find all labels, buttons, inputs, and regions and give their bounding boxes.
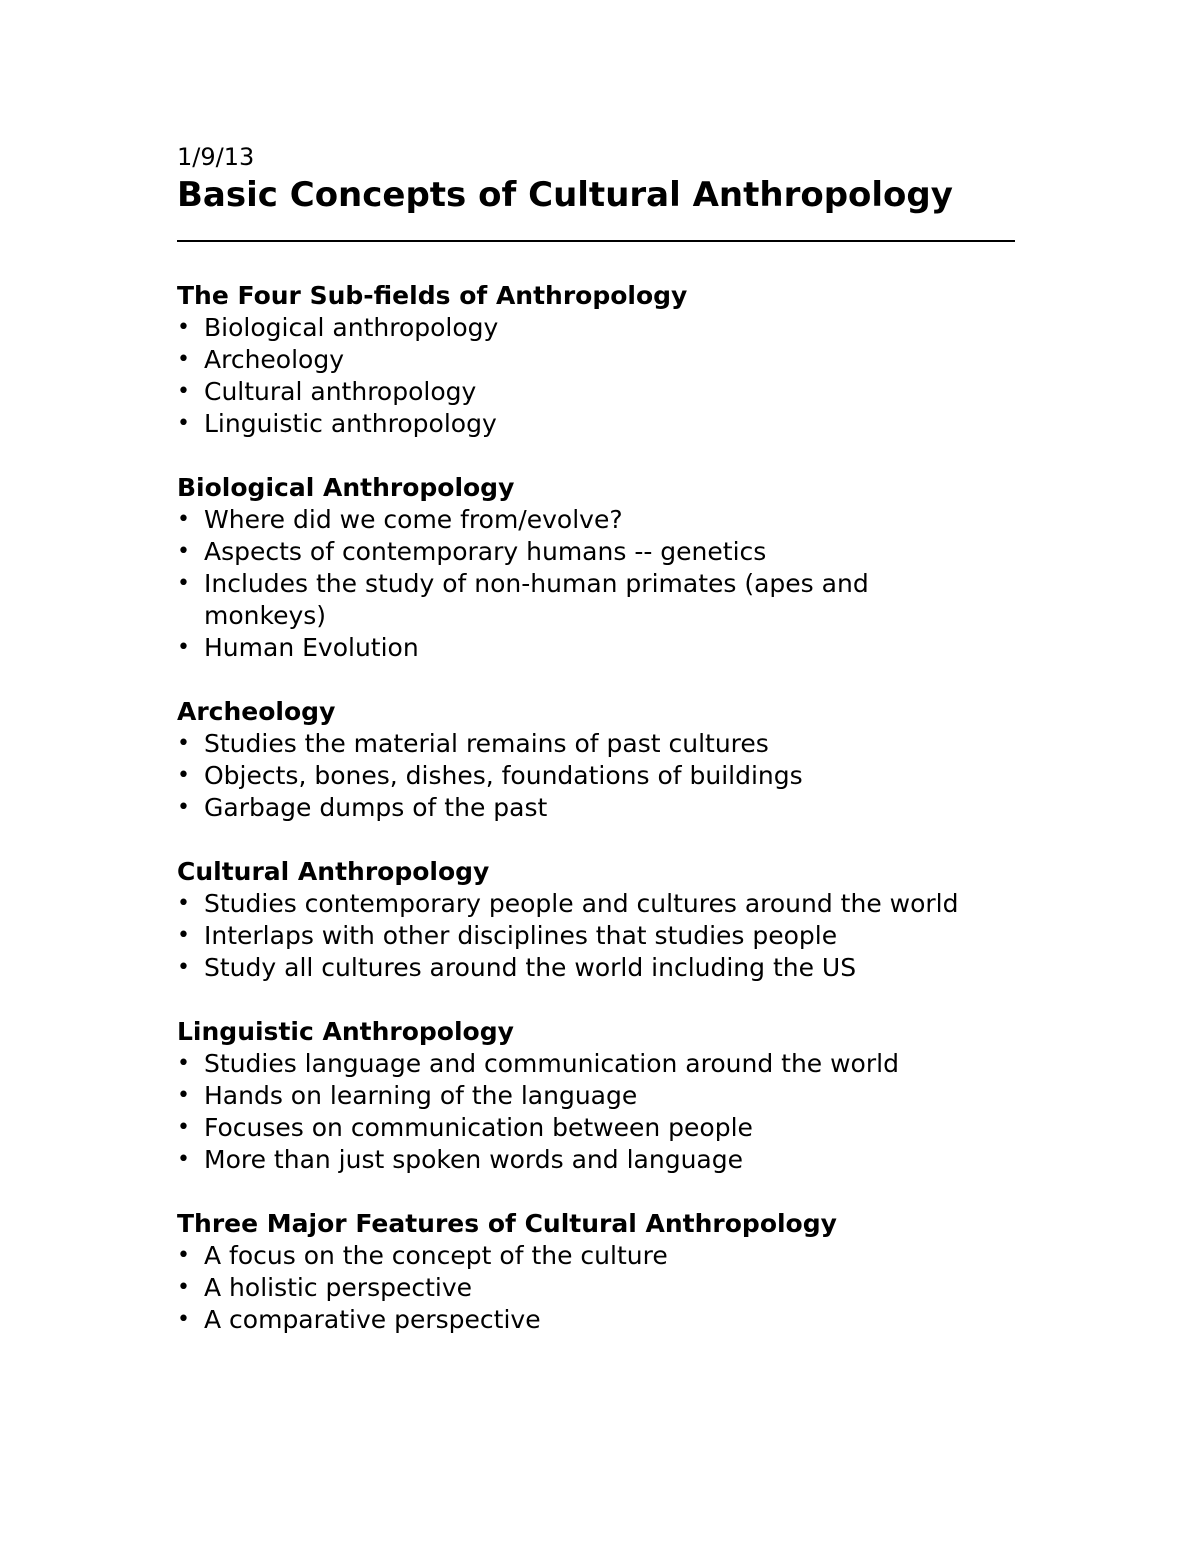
bullet-icon: • (177, 1083, 190, 1108)
list-item (177, 920, 964, 952)
bullet-icon: • (177, 1051, 190, 1076)
list-item-text: Where did we come from/evolve? (204, 505, 623, 534)
list-item-text: Studies contemporary people and cultures around the world (204, 889, 959, 918)
bullet-icon: • (177, 539, 190, 564)
list-item (177, 728, 964, 760)
list-item (177, 888, 964, 920)
list-item-text: A comparative perspective (204, 1305, 541, 1334)
list-item-text: Studies language and communication around the world (204, 1049, 899, 1078)
bullet-icon: • (177, 955, 190, 980)
bullet-list (177, 1048, 1017, 1176)
list-item (177, 1304, 964, 1336)
bullet-icon: • (177, 1275, 190, 1300)
list-item (177, 952, 964, 984)
list-item (177, 1272, 964, 1304)
notes-section (177, 1016, 1017, 1176)
list-item (177, 504, 964, 536)
bullet-list (177, 312, 1017, 440)
list-item-text: More than just spoken words and language (204, 1145, 743, 1174)
bullet-icon: • (177, 795, 190, 820)
notes-section (177, 280, 1017, 440)
bullet-icon: • (177, 347, 190, 372)
bullet-icon: • (177, 1115, 190, 1140)
section-heading: Cultural Anthropology (177, 857, 490, 886)
list-item (177, 376, 964, 408)
notes-section (177, 472, 1017, 664)
bullet-icon: • (177, 731, 190, 756)
list-item-text: Biological anthropology (204, 313, 499, 342)
bullet-icon: • (177, 411, 190, 436)
list-item (177, 1112, 964, 1144)
list-item-text: Objects, bones, dishes, foundations of buildings (204, 761, 803, 790)
document-title: Basic Concepts of Cultural Anthropology (177, 175, 953, 215)
document-date: 1/9/13 (177, 143, 255, 171)
list-item-text: Linguistic anthropology (204, 409, 497, 438)
bullet-list (177, 728, 1017, 824)
bullet-icon: • (177, 571, 190, 596)
list-item-text: A focus on the concept of the culture (204, 1241, 668, 1270)
bullet-list (177, 504, 1017, 664)
list-item-text: Study all cultures around the world including the US (204, 953, 857, 982)
bullet-icon: • (177, 635, 190, 660)
list-item-text: Archeology (204, 345, 345, 374)
bullet-icon: • (177, 1307, 190, 1332)
notes-section (177, 856, 1017, 984)
bullet-icon: • (177, 1147, 190, 1172)
list-item (177, 568, 964, 632)
bullet-icon: • (177, 379, 190, 404)
list-item-text: Cultural anthropology (204, 377, 477, 406)
section-heading: Biological Anthropology (177, 473, 515, 502)
notes-sections (177, 280, 1017, 1336)
bullet-icon: • (177, 315, 190, 340)
document-page (177, 140, 1017, 1368)
list-item-text: Studies the material remains of past cultures (204, 729, 769, 758)
section-heading: Archeology (177, 697, 336, 726)
section-heading: The Four Sub-fields of Anthropology (177, 281, 688, 310)
bullet-icon: • (177, 763, 190, 788)
bullet-icon: • (177, 507, 190, 532)
list-item (177, 1048, 964, 1080)
list-item (177, 344, 964, 376)
list-item (177, 792, 964, 824)
bullet-list (177, 1240, 1017, 1336)
list-item (177, 1240, 964, 1272)
list-item-text: Includes the study of non-human primates (apes and monkeys) (204, 569, 869, 630)
section-heading: Linguistic Anthropology (177, 1017, 514, 1046)
list-item (177, 536, 964, 568)
list-item (177, 1144, 964, 1176)
list-item-text: Focuses on communication between people (204, 1113, 753, 1142)
bullet-icon: • (177, 891, 190, 916)
list-item (177, 408, 964, 440)
notes-section (177, 696, 1017, 824)
list-item (177, 632, 964, 664)
title-divider (177, 240, 1015, 242)
bullet-icon: • (177, 1243, 190, 1268)
list-item-text: Human Evolution (204, 633, 419, 662)
list-item (177, 1080, 964, 1112)
list-item (177, 312, 964, 344)
section-heading: Three Major Features of Cultural Anthropology (177, 1209, 837, 1238)
list-item (177, 760, 964, 792)
bullet-icon: • (177, 923, 190, 948)
notes-section (177, 1208, 1017, 1336)
bullet-list (177, 888, 1017, 984)
list-item-text: A holistic perspective (204, 1273, 473, 1302)
list-item-text: Interlaps with other disciplines that studies people (204, 921, 838, 950)
list-item-text: Aspects of contemporary humans -- genetics (204, 537, 767, 566)
list-item-text: Garbage dumps of the past (204, 793, 548, 822)
list-item-text: Hands on learning of the language (204, 1081, 638, 1110)
